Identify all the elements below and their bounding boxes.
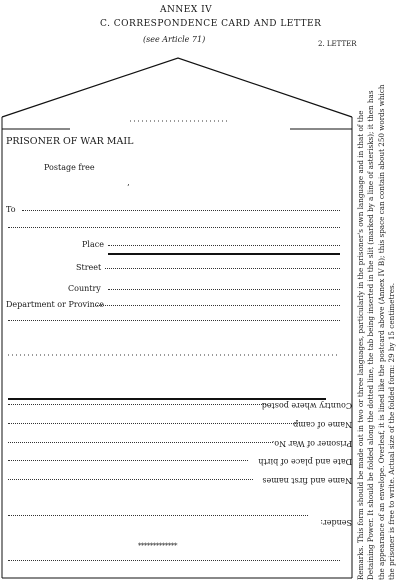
country-posted-line[interactable] — [8, 404, 268, 405]
place-label: Place — [82, 240, 104, 249]
pow-no-label: Prisoner of War No. — [271, 439, 352, 448]
street-line[interactable] — [105, 268, 340, 269]
name-first-names-label: Name and first names — [262, 476, 352, 485]
name-of-camp-line[interactable] — [8, 423, 298, 424]
remarks-text: Remarks. This form should be made out in two or three languages, particularly in the prisoner's own language and in that of the Detaining Power. It should be folded along the dotted line, the tab being inserted in the slit (marked by a line of asterisks); it then has the appearance of an envelope. Overleaf, it is lined like the postcard above (Annex IV B); this space can contain about 250 words which the prisoner is free to write. Actual size of the folded form: 29 by 15 centimetres. — [356, 84, 397, 580]
department-line-2[interactable] — [8, 320, 340, 321]
department-line-1[interactable] — [95, 305, 340, 306]
to-line-2[interactable] — [8, 227, 340, 228]
bottom-line[interactable] — [8, 560, 340, 561]
country-posted-label: Country where posted — [261, 401, 352, 410]
country-label: Country — [68, 284, 101, 293]
sender-top-rule — [8, 398, 326, 400]
birth-label: Date and place of birth — [258, 457, 352, 466]
name-first-names-line[interactable] — [8, 479, 253, 480]
mail-title: PRISONER OF WAR MAIL — [6, 136, 134, 147]
to-label: To — [6, 205, 16, 214]
name-of-camp-label: Name of camp — [293, 420, 352, 429]
department-label: Department or Province — [6, 300, 104, 309]
street-label: Street — [76, 263, 102, 272]
postage-free-label: Postage free — [44, 163, 95, 172]
sender-line[interactable] — [8, 515, 308, 516]
document-title: C. CORRESPONDENCE CARD AND LETTER — [100, 19, 322, 29]
sender-label: Sender: — [320, 518, 352, 527]
birth-line[interactable] — [8, 460, 248, 461]
place-underline — [108, 253, 340, 255]
apostrophe-mark: ’ — [127, 183, 130, 192]
slit-asterisks: ************* — [138, 542, 177, 550]
pow-no-line[interactable] — [8, 442, 273, 443]
annex-heading: ANNEX IV — [160, 5, 213, 15]
to-line-1[interactable] — [22, 210, 340, 211]
country-line[interactable] — [108, 289, 340, 290]
place-line[interactable] — [108, 245, 340, 246]
letter-label: 2. LETTER — [318, 40, 357, 48]
document-subtitle: (see Article 71) — [143, 35, 206, 44]
